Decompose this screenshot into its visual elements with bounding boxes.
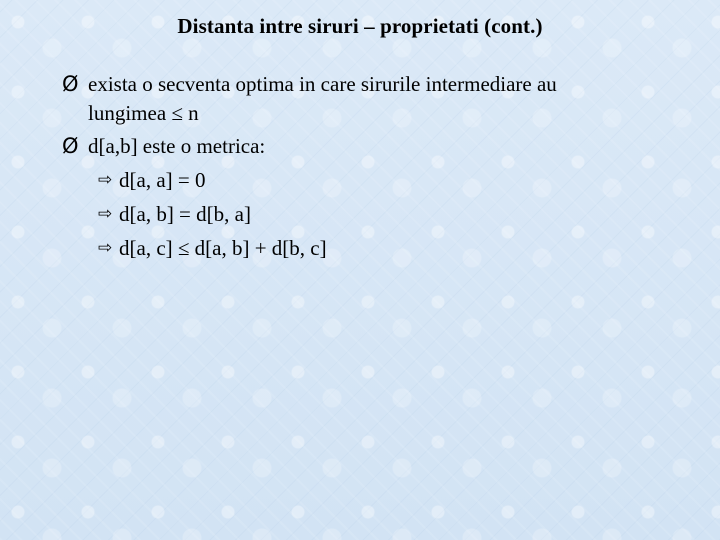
sub-bullet-item xyxy=(98,163,662,197)
bullet-item xyxy=(62,70,662,128)
arrow-bullet-icon: Ø xyxy=(62,72,79,96)
sub-bullet-text: d[a, a] = 0 xyxy=(119,168,206,192)
arrow-bullet-icon: Ø xyxy=(62,134,79,158)
bullet-text: exista o secventa optima in care sirurile intermediare au xyxy=(88,72,557,96)
bullet-text: d[a,b] este o metrica: xyxy=(88,134,266,158)
bullet-text-continued: lungimea ≤ n xyxy=(88,101,199,125)
sub-bullet-list xyxy=(88,163,662,265)
outline-arrow-icon: ⇨ xyxy=(98,170,113,190)
outline-arrow-icon: ⇨ xyxy=(98,204,113,224)
sub-bullet-item xyxy=(98,197,662,231)
slide-title: Distanta intre siruri – proprietati (cont.) xyxy=(177,14,543,38)
sub-bullet-text: d[a, c] ≤ d[a, b] + d[b, c] xyxy=(119,236,327,260)
sub-bullet-item xyxy=(98,231,662,265)
sub-bullet-text: d[a, b] = d[b, a] xyxy=(119,202,251,226)
bullet-list xyxy=(62,70,662,269)
bullet-item xyxy=(62,132,662,265)
outline-arrow-icon: ⇨ xyxy=(98,238,113,258)
